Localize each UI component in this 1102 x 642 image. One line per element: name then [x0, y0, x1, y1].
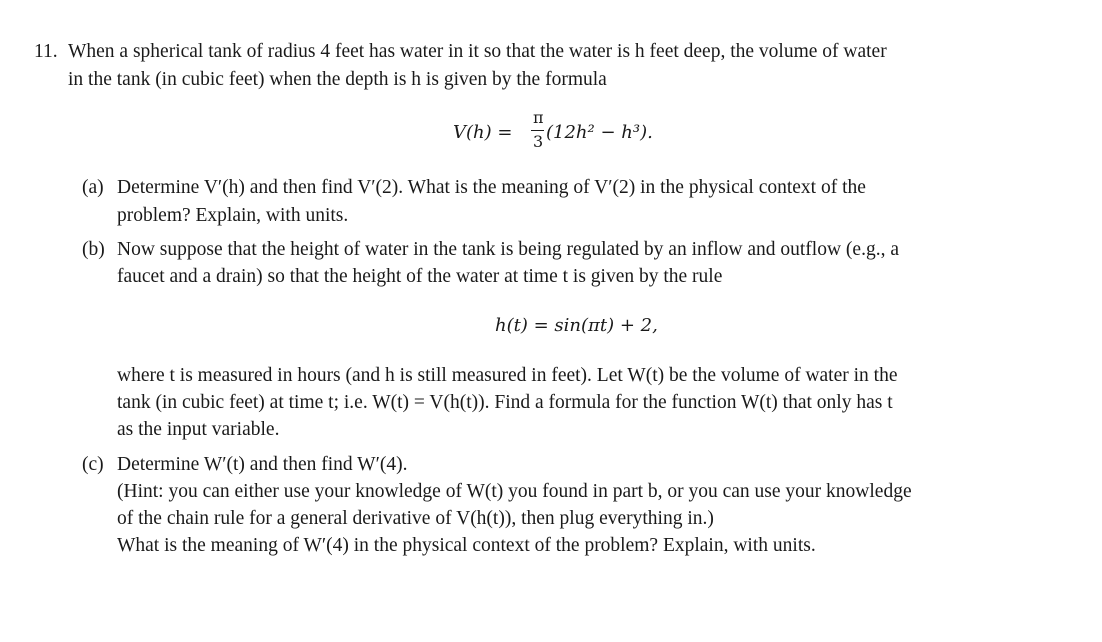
part-c-line-2: (Hint: you can either use your knowledge of W(t) you found in part b, or you can use your knowledge: [117, 481, 912, 502]
part-a-line-1: Determine V′(h) and then find V′(2). What is the meaning of V′(2) in the physical context of the: [117, 177, 866, 198]
problem-intro-line-2: in the tank (in cubic feet) when the depth is h is given by the formula: [68, 69, 607, 90]
problem-intro-line-1: When a spherical tank of radius 4 feet has water in it so that the water is h feet deep, the volume of water: [68, 41, 887, 62]
part-b-height-formula: h(t) = sin(πt) + 2,: [495, 315, 658, 336]
part-a-line-2: problem? Explain, with units.: [117, 205, 349, 226]
formula-numerator: π: [533, 108, 544, 127]
formula-rhs: (12h² − h³).: [546, 122, 653, 143]
part-a-label: (a): [82, 177, 104, 198]
part-c-label: (c): [82, 454, 104, 475]
part-c-line-1: Determine W′(t) and then find W′(4).: [117, 454, 408, 475]
problem-number: 11.: [34, 41, 58, 62]
part-c-line-3: of the chain rule for a general derivative of V(h(t)), then plug everything in.): [117, 508, 714, 529]
part-b-line-1: Now suppose that the height of water in the tank is being regulated by an inflow and outflow (e.g., a: [117, 239, 899, 260]
part-b-label: (b): [82, 239, 105, 260]
part-b-line-3: where t is measured in hours (and h is still measured in feet). Let W(t) be the volume of water in the: [117, 365, 898, 386]
part-b-line-4: tank (in cubic feet) at time t; i.e. W(t) = V(h(t)). Find a formula for the function W(t) that only has t: [117, 392, 893, 413]
part-b-line-5: as the input variable.: [117, 419, 280, 440]
part-b-line-2: faucet and a drain) so that the height of the water at time t is given by the rule: [117, 266, 723, 287]
formula-denominator: 3: [533, 132, 544, 151]
part-c-line-4: What is the meaning of W′(4) in the physical context of the problem? Explain, with units.: [117, 535, 816, 556]
formula-lhs: V(h) =: [453, 122, 513, 143]
fraction-bar: [531, 130, 544, 131]
